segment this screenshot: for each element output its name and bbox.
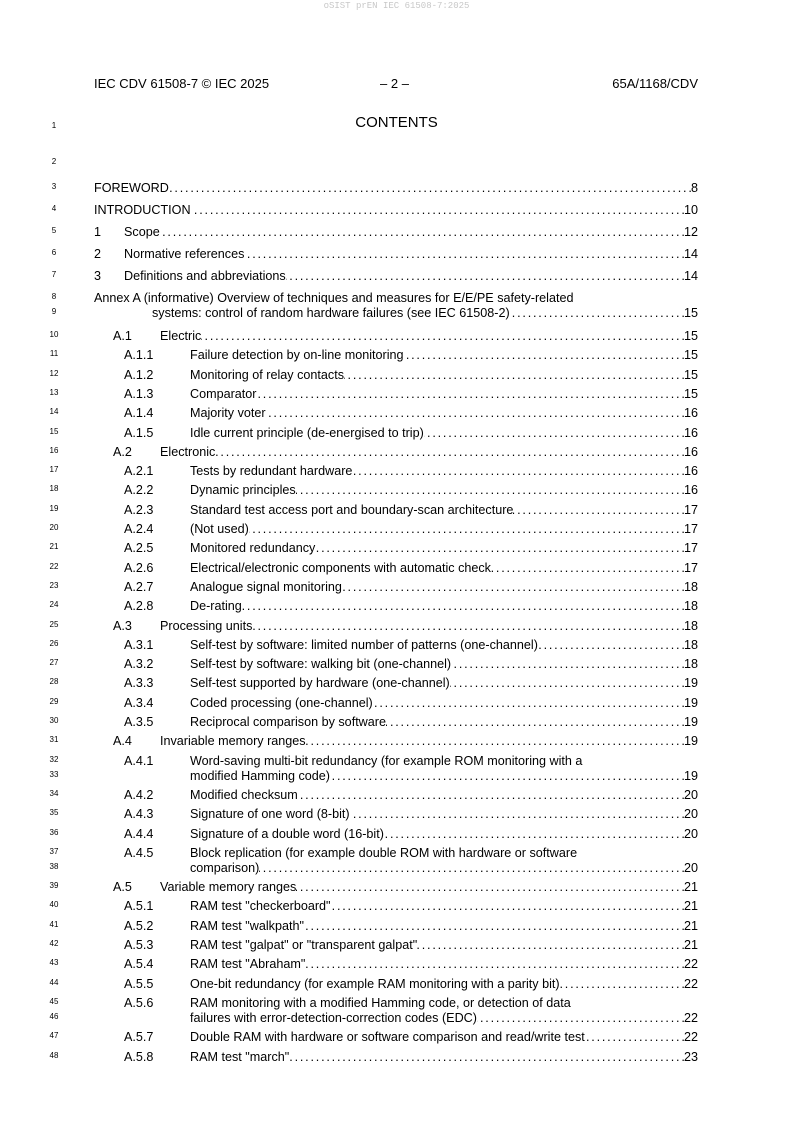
toc-entry-number: A.2.7 [124,579,154,594]
toc-entry-number: A.3 [113,618,132,633]
toc-entry-title: (Not used) [190,522,249,536]
toc-entry-title: Majority voter [190,406,266,421]
toc-entry[interactable] [94,753,698,769]
dot-leader [417,937,684,953]
dot-leader [477,1010,684,1026]
toc-entry-title: Signature of one word (8-bit) [190,807,350,822]
toc-entry[interactable] [94,695,698,711]
toc-entry-title: Comparator [190,386,257,401]
toc-entry-page: 22 [683,1010,698,1025]
line-number: 42 [49,939,59,948]
toc-entry[interactable] [94,268,698,284]
contents-title: CONTENTS [355,114,438,131]
toc-entry[interactable] [94,521,698,537]
line-number: 11 [49,349,59,359]
toc-entry-number: A.5.5 [124,976,154,991]
line-number: 45 [49,996,59,1006]
toc-entry[interactable] [94,937,698,953]
line-number: 30 [49,716,59,725]
toc-entry-title: Modified checksum [190,787,298,802]
toc-entry-title: comparison) [190,860,260,875]
dot-leader [331,898,684,914]
toc-entry-page: 17 [683,560,698,575]
dot-leader [257,386,684,402]
toc-entry-number: A.3.4 [124,695,154,710]
line-number: 43 [49,958,59,968]
dot-leader [296,482,684,498]
toc-entry-page: 18 [683,657,698,672]
toc-entry[interactable] [94,733,698,749]
toc-entry-page: 20 [683,807,698,822]
dot-leader [350,806,684,822]
toc-entry-title: failures with error-detection-correction codes (EDC) [190,1010,477,1025]
toc-entry[interactable] [94,367,698,383]
toc-entry-number: A.5.1 [124,899,154,914]
toc-entry-number: A.3.3 [124,676,154,691]
dot-leader [286,268,684,284]
line-number: 3 [51,182,57,191]
toc-entry-title: Monitoring of relay contacts [190,367,344,382]
toc-entry-number: A.3.1 [124,637,154,652]
line-number: 27 [49,658,59,668]
toc-entry-title: Analogue signal monitoring [190,579,342,594]
line-number: 4 [51,204,57,213]
toc-entry[interactable] [94,898,698,914]
toc-entry-page: 14 [683,269,698,283]
dot-leader [404,347,684,363]
toc-entry[interactable] [94,956,698,972]
dot-leader [513,502,684,518]
line-number: 8 [51,292,57,301]
toc-entry[interactable] [94,806,698,822]
toc-entry-number: A.1.3 [124,386,154,401]
dot-leader [306,733,684,749]
toc-entry-number: A.2.1 [124,464,154,479]
toc-entry[interactable] [94,637,698,653]
toc-entry-number: A.3.2 [124,657,154,672]
toc-entry-page: 22 [683,957,698,972]
toc-entry-number: A.5.8 [124,1049,154,1064]
line-number: 29 [49,696,59,706]
toc-entry-page: 22 [683,976,698,991]
line-number: 21 [49,542,59,552]
toc-entry-page: 18 [683,618,698,633]
line-number: 1 [51,121,57,130]
toc-entry-page: 16 [683,464,698,479]
toc-entry-title: RAM test "Abraham" [190,957,306,972]
toc-entry-number: A.5 [113,880,132,895]
toc-entry-title: Coded processing (one-channel) [190,695,373,710]
toc-entry[interactable] [94,618,698,634]
toc-entry[interactable] [94,347,698,363]
toc-entry-number: A.2.3 [124,502,154,517]
toc-entry-number: A.5.7 [124,1030,154,1045]
toc-entry-page: 8 [690,181,698,195]
toc-entry-page: 20 [683,787,698,802]
toc-entry-page: 15 [683,348,698,363]
toc-entry-title: RAM test "march" [190,1049,290,1064]
line-number: 12 [49,368,59,378]
dot-leader [424,425,684,441]
toc-entry-number: A.4.3 [124,807,154,822]
dot-leader [373,695,684,711]
toc-entry-page: 15 [683,386,698,401]
toc-entry-title: Monitored redundancy [190,541,316,556]
toc-entry-page: 15 [683,329,698,343]
dot-leader [242,598,684,614]
toc-entry[interactable] [94,425,698,441]
toc-entry-title: FOREWORD [94,181,169,195]
dot-leader [330,768,684,784]
line-number: 36 [49,827,59,837]
toc-entry[interactable] [94,918,698,934]
dot-leader [160,224,684,240]
toc-entry-title: INTRODUCTION [94,203,191,217]
toc-entry-number: 3 [94,269,102,283]
toc-entry-number: A.2.8 [124,599,154,614]
toc-entry-page: 19 [683,676,698,691]
toc-entry[interactable] [94,656,698,672]
dot-leader [560,976,684,992]
toc-entry[interactable] [94,246,698,262]
line-number: 32 [49,754,59,764]
toc-entry-page: 16 [683,483,698,498]
toc-entry-page: 15 [683,367,698,382]
dot-leader [352,463,684,479]
toc-entry[interactable] [94,860,698,876]
dot-leader [344,367,684,383]
toc-entry[interactable] [94,1010,698,1026]
toc-entry[interactable] [94,560,698,576]
toc-entry-page: 18 [683,637,698,652]
toc-entry-title: Self-test by software: walking bit (one-channel) [190,657,452,672]
line-number: 22 [49,561,59,571]
toc-entry-title: De-rating [190,599,242,614]
toc-entry[interactable] [94,386,698,402]
toc-entry-page: 21 [683,938,698,952]
toc-entry-title: Electrical/electronic components with automatic check [190,560,491,575]
toc-entry[interactable] [94,1049,698,1065]
line-number: 33 [49,769,59,779]
toc-entry[interactable] [94,714,698,730]
toc-entry-title: systems: control of random hardware failures (see IEC 61508-2) [152,306,510,320]
toc-entry-title: Reciprocal comparison by software [190,715,386,729]
toc-entry-number: A.2.4 [124,522,154,536]
dot-leader [510,305,684,321]
toc-entry-number: A.5.3 [124,938,154,952]
dot-leader [384,826,684,842]
toc-entry-number: A.3.5 [124,715,154,729]
line-number: 17 [49,465,59,475]
toc-entry-title: Self-test by software: limited number of patterns (one-channel) [190,637,538,652]
toc-entry[interactable] [94,845,698,861]
toc-entry[interactable] [94,482,698,498]
toc-entry-title: Annex A (informative) Overview of techniques and measures for E/E/PE safety-related [94,291,574,305]
dot-leader [289,1049,684,1065]
toc-entry-page: 19 [683,768,698,783]
toc-entry[interactable] [94,405,698,421]
dot-leader [305,956,684,972]
line-number: 15 [49,426,59,436]
toc-entry-number: A.1 [113,329,132,343]
line-number: 20 [49,523,59,532]
line-number: 37 [49,846,59,856]
dot-leader [451,656,684,672]
toc-entry-page: 20 [683,860,698,875]
dot-leader [342,579,684,595]
line-number: 25 [49,619,59,629]
toc-entry-title: Double RAM with hardware or software comparison and read/write test [190,1030,585,1045]
toc-entry[interactable] [94,290,698,306]
toc-entry-number: A.1.2 [124,367,154,382]
line-number: 7 [51,270,57,279]
line-number: 35 [49,808,59,818]
line-number: 38 [49,861,59,871]
toc-entry-number: 2 [94,247,102,261]
toc-entry-page: 16 [683,425,698,440]
toc-entry-title: Signature of a double word (16-bit) [190,826,384,841]
toc-entry-number: A.1.5 [124,425,154,440]
line-number: 14 [49,407,59,417]
toc-entry-number: A.4.5 [124,845,154,860]
toc-entry-number: A.4.2 [124,787,154,802]
toc-entry[interactable] [94,1029,698,1045]
dot-leader [244,246,684,262]
toc-entry-title: Self-test supported by hardware (one-channel) [190,676,450,691]
toc-entry-page: 12 [683,225,698,239]
toc-entry[interactable] [94,976,698,992]
toc-entry-title: Definitions and abbreviations [124,269,286,283]
toc-entry-title: Invariable memory ranges [160,734,306,749]
header-document-id: IEC CDV 61508-7 © IEC 2025 [94,76,270,91]
toc-entry-page: 18 [683,579,698,594]
toc-entry-title: RAM test "galpat" or "transparent galpat" [190,938,418,952]
toc-entry-page: 19 [683,695,698,710]
toc-entry-page: 21 [683,880,698,895]
toc-entry-title: Normative references [124,247,245,261]
toc-entry-page: 21 [683,918,698,933]
toc-entry-page: 22 [683,1030,698,1045]
toc-entry-title: Scope [124,225,160,239]
watermark: oSIST prEN IEC 61508-7:2025 [323,1,470,11]
toc-entry-number: A.1.4 [124,406,154,421]
dot-leader [296,879,684,895]
toc-entry-page: 17 [683,541,698,556]
toc-entry-number: A.5.6 [124,995,154,1010]
line-number: 31 [49,735,59,745]
toc-entry-title: Standard test access port and boundary-scan architecture [190,502,514,517]
toc-entry-number: A.1.1 [124,348,154,363]
toc-entry-page: 14 [683,247,698,261]
line-number: 39 [49,881,59,891]
toc-entry[interactable] [94,463,698,479]
toc-entry-page: 18 [683,599,698,614]
toc-entry-title: modified Hamming code) [190,768,330,783]
toc-entry-number: A.2.6 [124,560,154,575]
dot-leader [259,860,684,876]
line-number: 28 [49,677,59,687]
toc-entry-page: 21 [683,899,698,914]
dot-leader [585,1029,684,1045]
toc-entry[interactable] [94,540,698,556]
toc-entry[interactable] [94,224,698,240]
toc-entry-number: 1 [94,225,102,239]
toc-entry[interactable] [94,598,698,614]
line-number: 44 [49,977,59,987]
line-number: 2 [51,157,57,166]
toc-entry-title: Word-saving multi-bit redundancy (for example ROM monitoring with a [190,753,583,768]
dot-leader [266,405,684,421]
header-reference: 65A/1168/CDV [612,76,698,91]
toc-entry-page: 19 [683,734,698,749]
toc-entry-title: Idle current principle (de-energised to trip) [190,425,424,440]
line-number: 40 [49,900,59,910]
toc-entry[interactable] [94,305,698,321]
toc-entry-page: 23 [683,1049,698,1064]
toc-entry-page: 17 [683,522,698,536]
line-number: 6 [51,248,57,257]
toc-entry-page: 10 [683,203,698,217]
toc-entry[interactable] [94,879,698,895]
toc-entry-number: A.2 [113,444,132,459]
dot-leader [450,675,684,691]
dot-leader [298,787,684,803]
line-number: 10 [49,330,59,339]
toc-entry-title: Dynamic principles [190,483,296,498]
line-number: 47 [49,1031,59,1041]
toc-entry-number: A.2.5 [124,541,154,556]
line-number: 18 [49,484,59,494]
dot-leader [215,444,684,460]
toc-entry-title: Block replication (for example double ROM with hardware or software [190,845,578,860]
dot-leader [315,540,684,556]
toc-entry-title: Variable memory ranges [160,880,297,895]
line-number: 16 [49,445,59,455]
line-number: 46 [49,1011,59,1021]
toc-entry-title: Processing units [160,618,253,633]
toc-entry-title: Electronic [160,444,216,459]
toc-entry[interactable] [94,675,698,691]
toc-entry[interactable] [94,826,698,842]
header-page-number: – 2 – [380,76,409,91]
toc-entry-number: A.4.4 [124,826,154,841]
toc-entry-page: 19 [683,715,698,729]
dot-leader [386,714,684,730]
line-number: 48 [49,1050,59,1060]
line-number: 41 [49,919,59,929]
line-number: 34 [49,788,59,798]
toc-entry-number: A.5.2 [124,918,154,933]
line-number: 9 [51,307,57,316]
toc-entry-title: RAM test "checkerboard" [190,899,331,914]
toc-entry[interactable] [94,768,698,784]
toc-entry-title: Failure detection by on-line monitoring [190,348,404,363]
dot-leader [538,637,684,653]
toc-entry-page: 20 [683,826,698,841]
toc-entry[interactable] [94,995,698,1011]
toc-entry[interactable] [94,328,698,344]
dot-leader [191,202,684,218]
toc-entry-title: RAM test "walkpath" [190,918,304,933]
toc-entry[interactable] [94,787,698,803]
toc-entry[interactable] [94,444,698,460]
toc-entry-number: A.5.4 [124,957,154,972]
line-number: 24 [49,600,59,610]
toc-entry-title: Tests by redundant hardware [190,464,353,479]
toc-entry-page: 16 [683,444,698,459]
toc-entry[interactable] [94,180,698,196]
line-number: 5 [51,226,57,235]
toc-entry-number: A.4 [113,734,132,749]
dot-leader [201,328,684,344]
toc-entry-title: RAM monitoring with a modified Hamming code, or detection of data [190,995,571,1010]
toc-entry[interactable] [94,579,698,595]
toc-entry-number: A.2.2 [124,483,154,498]
toc-entry-title: One-bit redundancy (for example RAM monitoring with a parity bit) [190,976,560,991]
dot-leader [304,918,684,934]
line-number: 23 [49,580,59,590]
dot-leader [249,521,684,537]
toc-entry[interactable] [94,202,698,218]
line-number: 26 [49,638,59,648]
toc-entry[interactable] [94,502,698,518]
line-number: 19 [49,503,59,513]
toc-entry-number: A.4.1 [124,753,154,768]
toc-entry-page: 16 [683,406,698,421]
toc-entry-page: 15 [683,306,698,320]
dot-leader [252,618,684,634]
dot-leader [169,180,691,196]
dot-leader [491,560,684,576]
line-number: 13 [49,387,59,397]
toc-entry-page: 17 [683,502,698,517]
toc-entry-title: Electric [160,329,202,343]
